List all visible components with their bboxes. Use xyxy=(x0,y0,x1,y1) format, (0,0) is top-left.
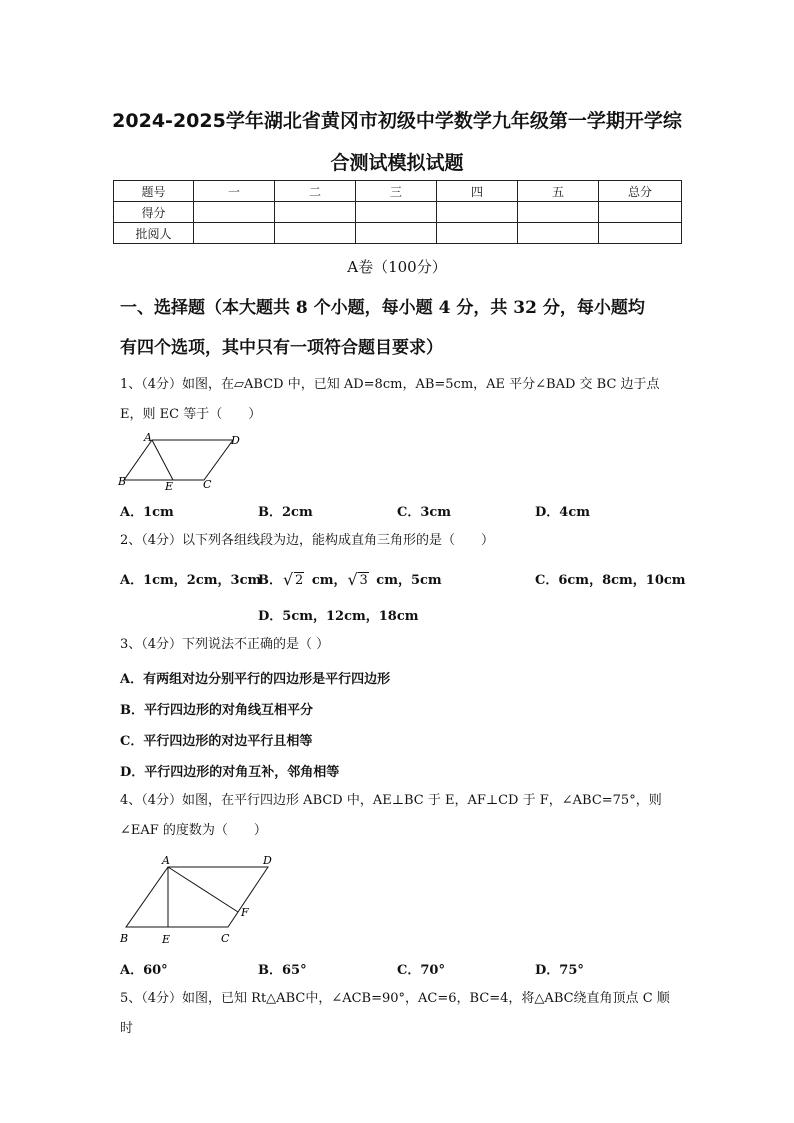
section-heading-line1: 一、选择题（本大题共 8 个小题，每小题 4 分，共 32 分，每小题均 xyxy=(120,298,645,318)
score-cell[interactable] xyxy=(194,223,275,244)
q4-option-d[interactable]: D．75° xyxy=(535,963,584,978)
q3-option-a[interactable]: A．有两组对边分别平行的四边形是平行四边形 xyxy=(120,672,391,687)
q2-option-b-mid: cm， xyxy=(311,573,347,588)
score-cell[interactable] xyxy=(518,202,599,223)
score-cell[interactable] xyxy=(599,223,682,244)
q4-label-f: F xyxy=(241,906,249,919)
exam-title-line2: 合测试模拟试题 xyxy=(330,152,464,174)
q4-option-c[interactable]: C．70° xyxy=(397,963,445,978)
q2-option-a[interactable]: A．1cm，2cm，3cm xyxy=(120,573,262,588)
score-header-cell: 二 xyxy=(275,181,356,202)
score-row-label: 得分 xyxy=(114,202,194,223)
q4-label-a: A xyxy=(162,854,170,867)
score-header-cell: 题号 xyxy=(114,181,194,202)
score-header-cell: 总分 xyxy=(599,181,682,202)
q1-label-d: D xyxy=(231,434,240,447)
q1-option-c[interactable]: C．3cm xyxy=(397,505,452,520)
score-header-cell: 一 xyxy=(194,181,275,202)
q1-option-d[interactable]: D．4cm xyxy=(535,505,590,520)
sqrt-3-radicand: 3 xyxy=(359,573,368,588)
q2-option-b-suffix: cm，5cm xyxy=(376,573,442,588)
q4-label-d: D xyxy=(263,854,272,867)
score-cell[interactable] xyxy=(356,223,437,244)
q1-stem-line1: 1、（4分）如图，在▱ABCD 中，已知 AD=8cm，AB=5cm，AE 平分∠BAD 交 BC 边于点 xyxy=(120,377,660,392)
q4-stem-line1: 4、（4分）如图，在平行四边形 ABCD 中，AE⊥BC 于 E，AF⊥CD 于 F，∠ABC=75°，则 xyxy=(120,793,662,808)
q4-stem-line2: ∠EAF 的度数为（ ） xyxy=(120,823,267,838)
sqrt-3 xyxy=(349,573,368,588)
score-header-cell: 三 xyxy=(356,181,437,202)
score-row-label: 批阅人 xyxy=(114,223,194,244)
score-cell[interactable] xyxy=(356,202,437,223)
q3-option-c[interactable]: C．平行四边形的对边平行且相等 xyxy=(120,734,313,749)
q4-option-b[interactable]: B．65° xyxy=(258,963,307,978)
q2-option-b[interactable] xyxy=(258,569,442,588)
q1-label-e: E xyxy=(165,480,174,492)
q2-option-b-prefix: B． xyxy=(258,573,282,588)
q1-label-b: B xyxy=(118,475,127,488)
q2-option-c[interactable]: C．6cm，8cm，10cm xyxy=(535,573,686,588)
volume-heading: A卷（100分） xyxy=(347,258,447,276)
score-table-header xyxy=(114,181,682,202)
score-cell[interactable] xyxy=(599,202,682,223)
q4-label-b: B xyxy=(120,932,129,945)
score-cell[interactable] xyxy=(518,223,599,244)
q2-option-d[interactable]: D．5cm，12cm，18cm xyxy=(258,609,419,624)
q1-option-a[interactable]: A．1cm xyxy=(120,505,174,520)
sqrt-2 xyxy=(285,573,304,588)
score-header-cell: 五 xyxy=(518,181,599,202)
q4-label-e: E xyxy=(162,933,171,946)
score-cell[interactable] xyxy=(275,223,356,244)
sqrt-2-radicand: 2 xyxy=(295,573,304,588)
q1-label-a: A xyxy=(144,431,152,444)
q3-stem: 3、（4分）下列说法不正确的是（ ） xyxy=(120,637,330,652)
exam-title-line1: 2024-2025学年湖北省黄冈市初级中学数学九年级第一学期开学综 xyxy=(112,110,682,132)
score-cell[interactable] xyxy=(275,202,356,223)
score-cell[interactable] xyxy=(437,223,518,244)
score-cell[interactable] xyxy=(437,202,518,223)
section-heading-line2: 有四个选项，其中只有一项符合题目要求） xyxy=(120,338,443,358)
q4-option-a[interactable]: A．60° xyxy=(120,963,168,978)
q5-stem-line1: 5、（4分）如图，已知 Rt△ABC中，∠ACB=90°，AC=6，BC=4，将△ABC绕直角顶点 C 顺时 xyxy=(120,991,670,1036)
q4-figure-parallelogram xyxy=(116,852,286,948)
score-header-cell: 四 xyxy=(437,181,518,202)
q1-stem-line2: E，则 EC 等于（ ） xyxy=(120,407,262,422)
q1-label-c: C xyxy=(203,478,212,491)
q1-option-b[interactable]: B．2cm xyxy=(258,505,313,520)
q4-label-c: C xyxy=(221,932,230,945)
score-table-row xyxy=(114,202,682,223)
score-table-row xyxy=(114,223,682,244)
q3-option-d[interactable]: D．平行四边形的对角互补，邻角相等 xyxy=(120,765,340,780)
q2-stem: 2、（4分）以下列各组线段为边，能构成直角三角形的是（ ） xyxy=(120,533,495,548)
score-cell[interactable] xyxy=(194,202,275,223)
score-table xyxy=(113,180,682,244)
q1-figure-parallelogram xyxy=(118,430,248,492)
q3-option-b[interactable]: B．平行四边形的对角线互相平分 xyxy=(120,703,313,718)
